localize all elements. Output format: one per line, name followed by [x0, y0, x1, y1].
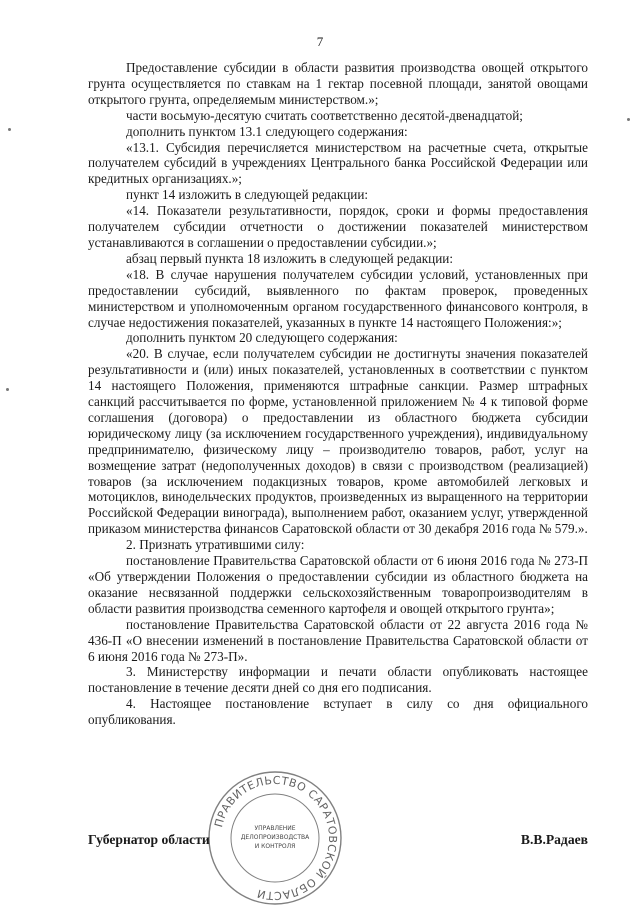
scan-dot [6, 388, 9, 391]
seal-inner-line: И КОНТРОЛЯ [254, 843, 296, 850]
paragraph: «18. В случае нарушения получателем субсидии условий, установленных при предоставлении субсидий, выявленного по фактам проверок, проведенных министерством и уполномоченным органом государственного финансового контроля, в случае недостижения показателей, указанных в пункте 14 настоящего Положения:»; [88, 266, 588, 330]
paragraph: дополнить пунктом 20 следующего содержания: [126, 330, 398, 346]
scan-dot [627, 118, 630, 121]
paragraph: постановление Правительства Саратовской области от 22 августа 2016 года № 436-П «О внесении изменений в постановление Правительства Саратовской области от 6 июня 2016 года № 273-П». [88, 616, 588, 664]
document-body [88, 60, 588, 728]
signature-block [88, 832, 588, 852]
paragraph: пункт 14 изложить в следующей редакции: [126, 187, 369, 203]
paragraph: постановление Правительства Саратовской области от 6 июня 2016 года № 273-П «Об утверждении Положения о предоставлении субсидии из областного бюджета на оказание несвязанной поддержки сельскохозяйственным товаропроизводителям в области развития производства семенного картофеля и овощей открытого грунта»; [88, 553, 588, 616]
paragraph: дополнить пунктом 13.1 следующего содержания: [126, 123, 408, 139]
signatory-name: В.В.Радаев [520, 832, 588, 847]
paragraph: части восьмую-десятую считать соответственно десятой-двенадцатой; [126, 107, 523, 123]
paragraph: абзац первый пункта 18 изложить в следующей редакции: [126, 250, 454, 266]
paragraph: Предоставление субсидии в области развития производства овощей открытого грунта осуществляется по ставкам на 1 гектар посевной площади, занятой овощами открытого грунта, определяемым министерством.»; [88, 60, 588, 107]
paragraph: «13.1. Субсидия перечисляется министерством на расчетные счета, открытые получателем субсидий в учреждениях Центрального банка Российской Федерации или кредитных организациях.»; [88, 139, 588, 187]
paragraph: 2. Признать утратившими силу: [126, 537, 305, 553]
signatory-title: Губернатор области [88, 832, 210, 847]
scan-dot [8, 128, 11, 131]
paragraph: «14. Показатели результативности, порядок, сроки и формы предоставления получателем субсидии отчетности о достижении показателей министерством устанавливаются в соглашении о предоставлении субсидии.»; [88, 203, 588, 250]
paragraph: 3. Министерству информации и печати области опубликовать настоящее постановление в течение десяти дней со дня его подписания. [88, 664, 588, 696]
paragraph: 4. Настоящее постановление вступает в силу со дня официального опубликования. [88, 696, 588, 728]
seal-ring-text: ПРАВИТЕЛЬСТВО САРАТОВСКОЙ ОБЛАСТИ [212, 773, 340, 903]
seal-inner-line: ДЕЛОПРОИЗВОДСТВА [240, 834, 310, 841]
seal-inner-line: УПРАВЛЕНИЕ [254, 825, 296, 832]
paragraph: «20. В случае, если получателем субсидии не достигнуты значения показателей результативности и (или) иных показателей, установленных в соответствии с пунктом 14 настоящего Положения, применяются штрафные санкции. Размер штрафных санкций рассчитывается по форме, установленной приложением № 4 к типовой форме соглашения (договора) о предоставлении из областного бюджета субсидии юридическому лицу (за исключением государственного учреждения), индивидуальному предпринимателю, физическому лицу – производителю товаров, работ, услуг на возмещение затрат (недополученных доходов) в связи с производством (реализацией) товаров (за исключением подакцизных товаров, кроме автомобилей легковых и мотоциклов, винодельческих продуктов, произведенных из выращенного на территории Российской Федерации винограда), выполнением работ, оказанием услуг, утвержденной приказом министерства финансов Саратовской области от 30 декабря 2016 года № 579.». [88, 346, 588, 537]
page-number: 7 [316, 34, 324, 49]
